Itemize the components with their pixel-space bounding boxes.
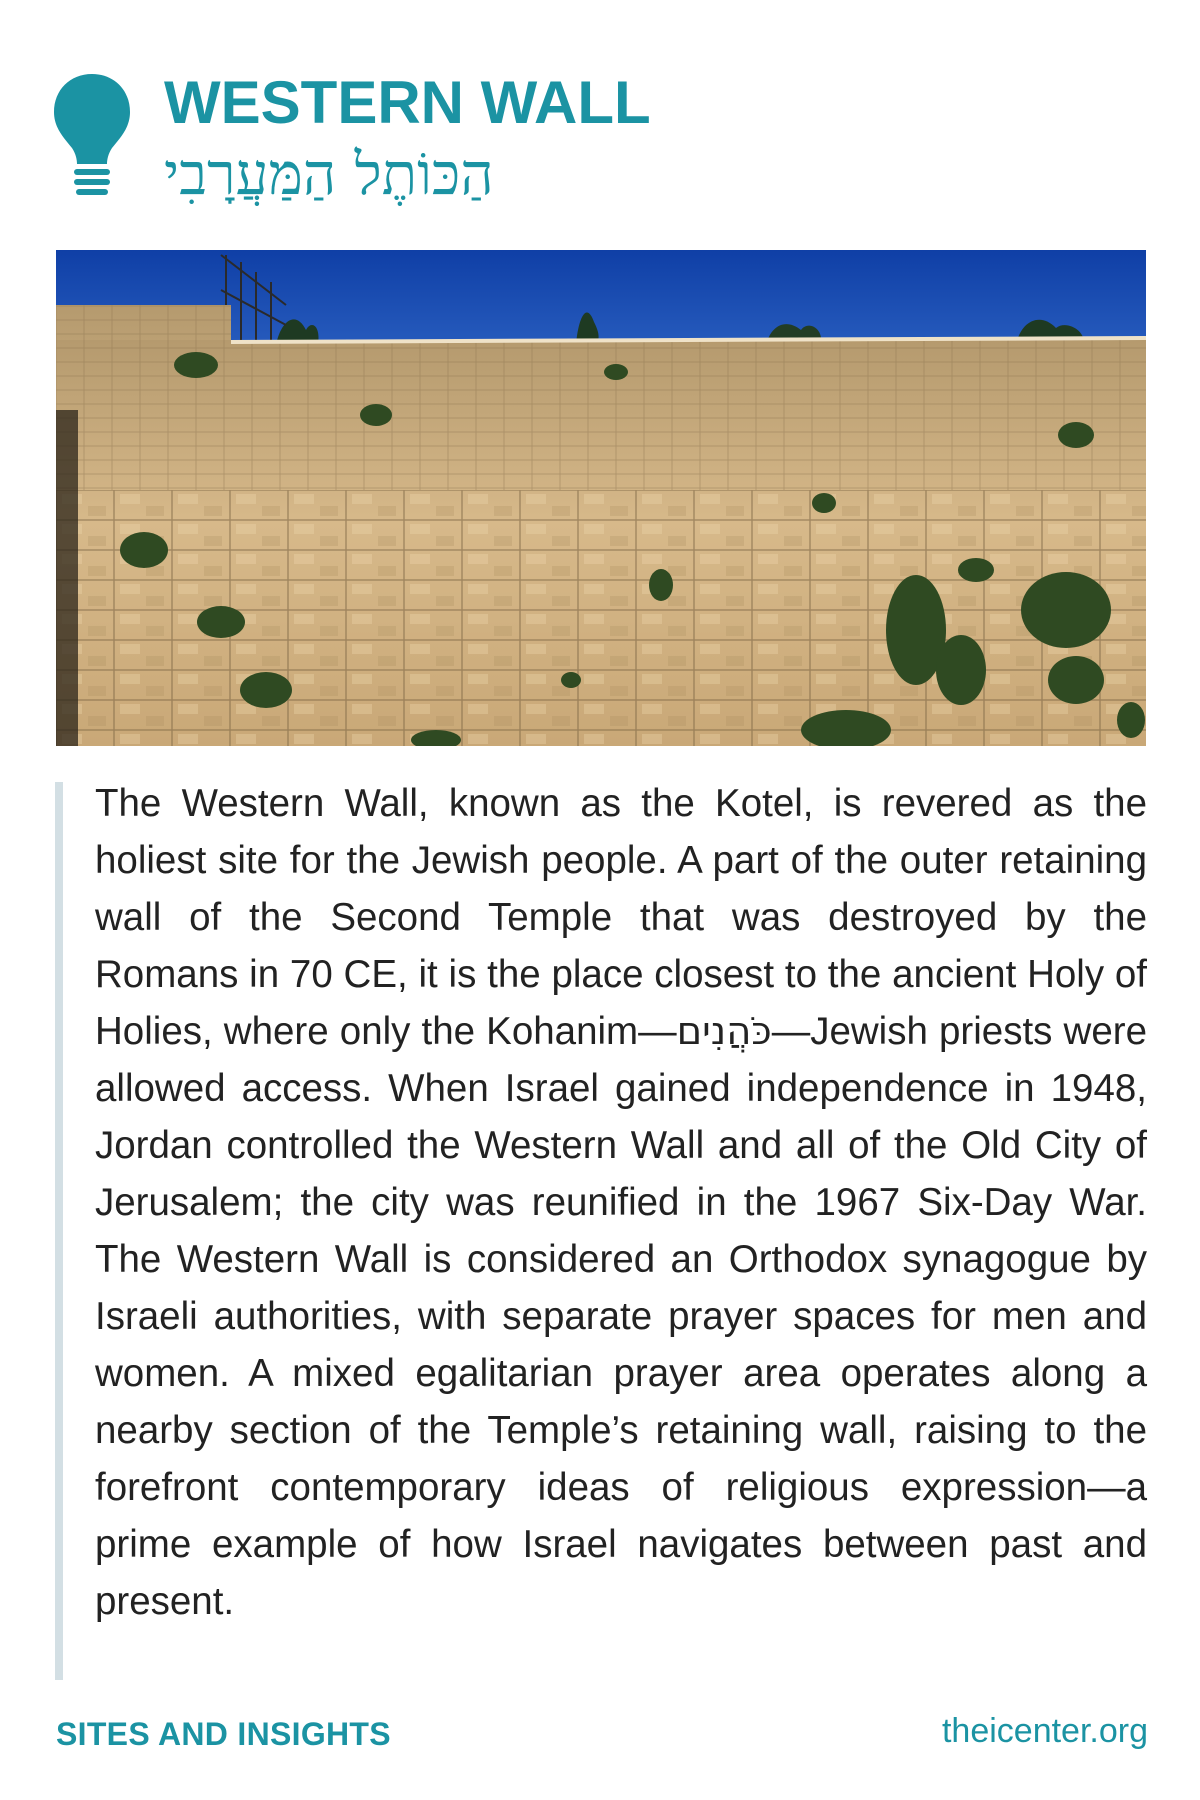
western-wall-photo	[56, 250, 1146, 746]
page-title-hebrew: הַכּוֹתֶל הַמַּעֲרָבִי	[164, 140, 494, 208]
body-text-part-1: The Western Wall, known as the Kotel, is revered as the holiest site for the Jewish people. A part of the outer retaining wall of the Second Temple that was destroyed by the Romans in 70 CE, it is the place closest to the ancient Holy of Holies, where only the Kohanim—	[95, 782, 1147, 1053]
website-link[interactable]: theicenter.org	[941, 1712, 1148, 1750]
page-title: WESTERN WALL	[164, 69, 651, 136]
sidebar-rule	[55, 782, 63, 1680]
page-header	[52, 68, 1152, 218]
body-text-part-2: —Jewish priests were allowed access. When Israel gained independence in 1948, Jordan controlled the Western Wall and all of the Old City of Jerusalem; the city was reunified in the 1967 Six-Day War. The Western Wall is considered an Orthodox synagogue by Israeli authorities, with separate prayer spaces for men and women. A mixed egalitarian prayer area operates along a nearby section of the Temple’s retaining wall, raising to the forefront contemporary ideas of religious expression—a prime example of how Israel navigates between past and present.	[95, 1010, 1147, 1623]
hebrew-term-kohanim: כֹּהֲנִים	[676, 1009, 772, 1054]
body-paragraph	[95, 775, 1147, 1630]
lightbulb-icon	[52, 72, 132, 202]
series-label: SITES AND INSIGHTS	[56, 1716, 391, 1752]
